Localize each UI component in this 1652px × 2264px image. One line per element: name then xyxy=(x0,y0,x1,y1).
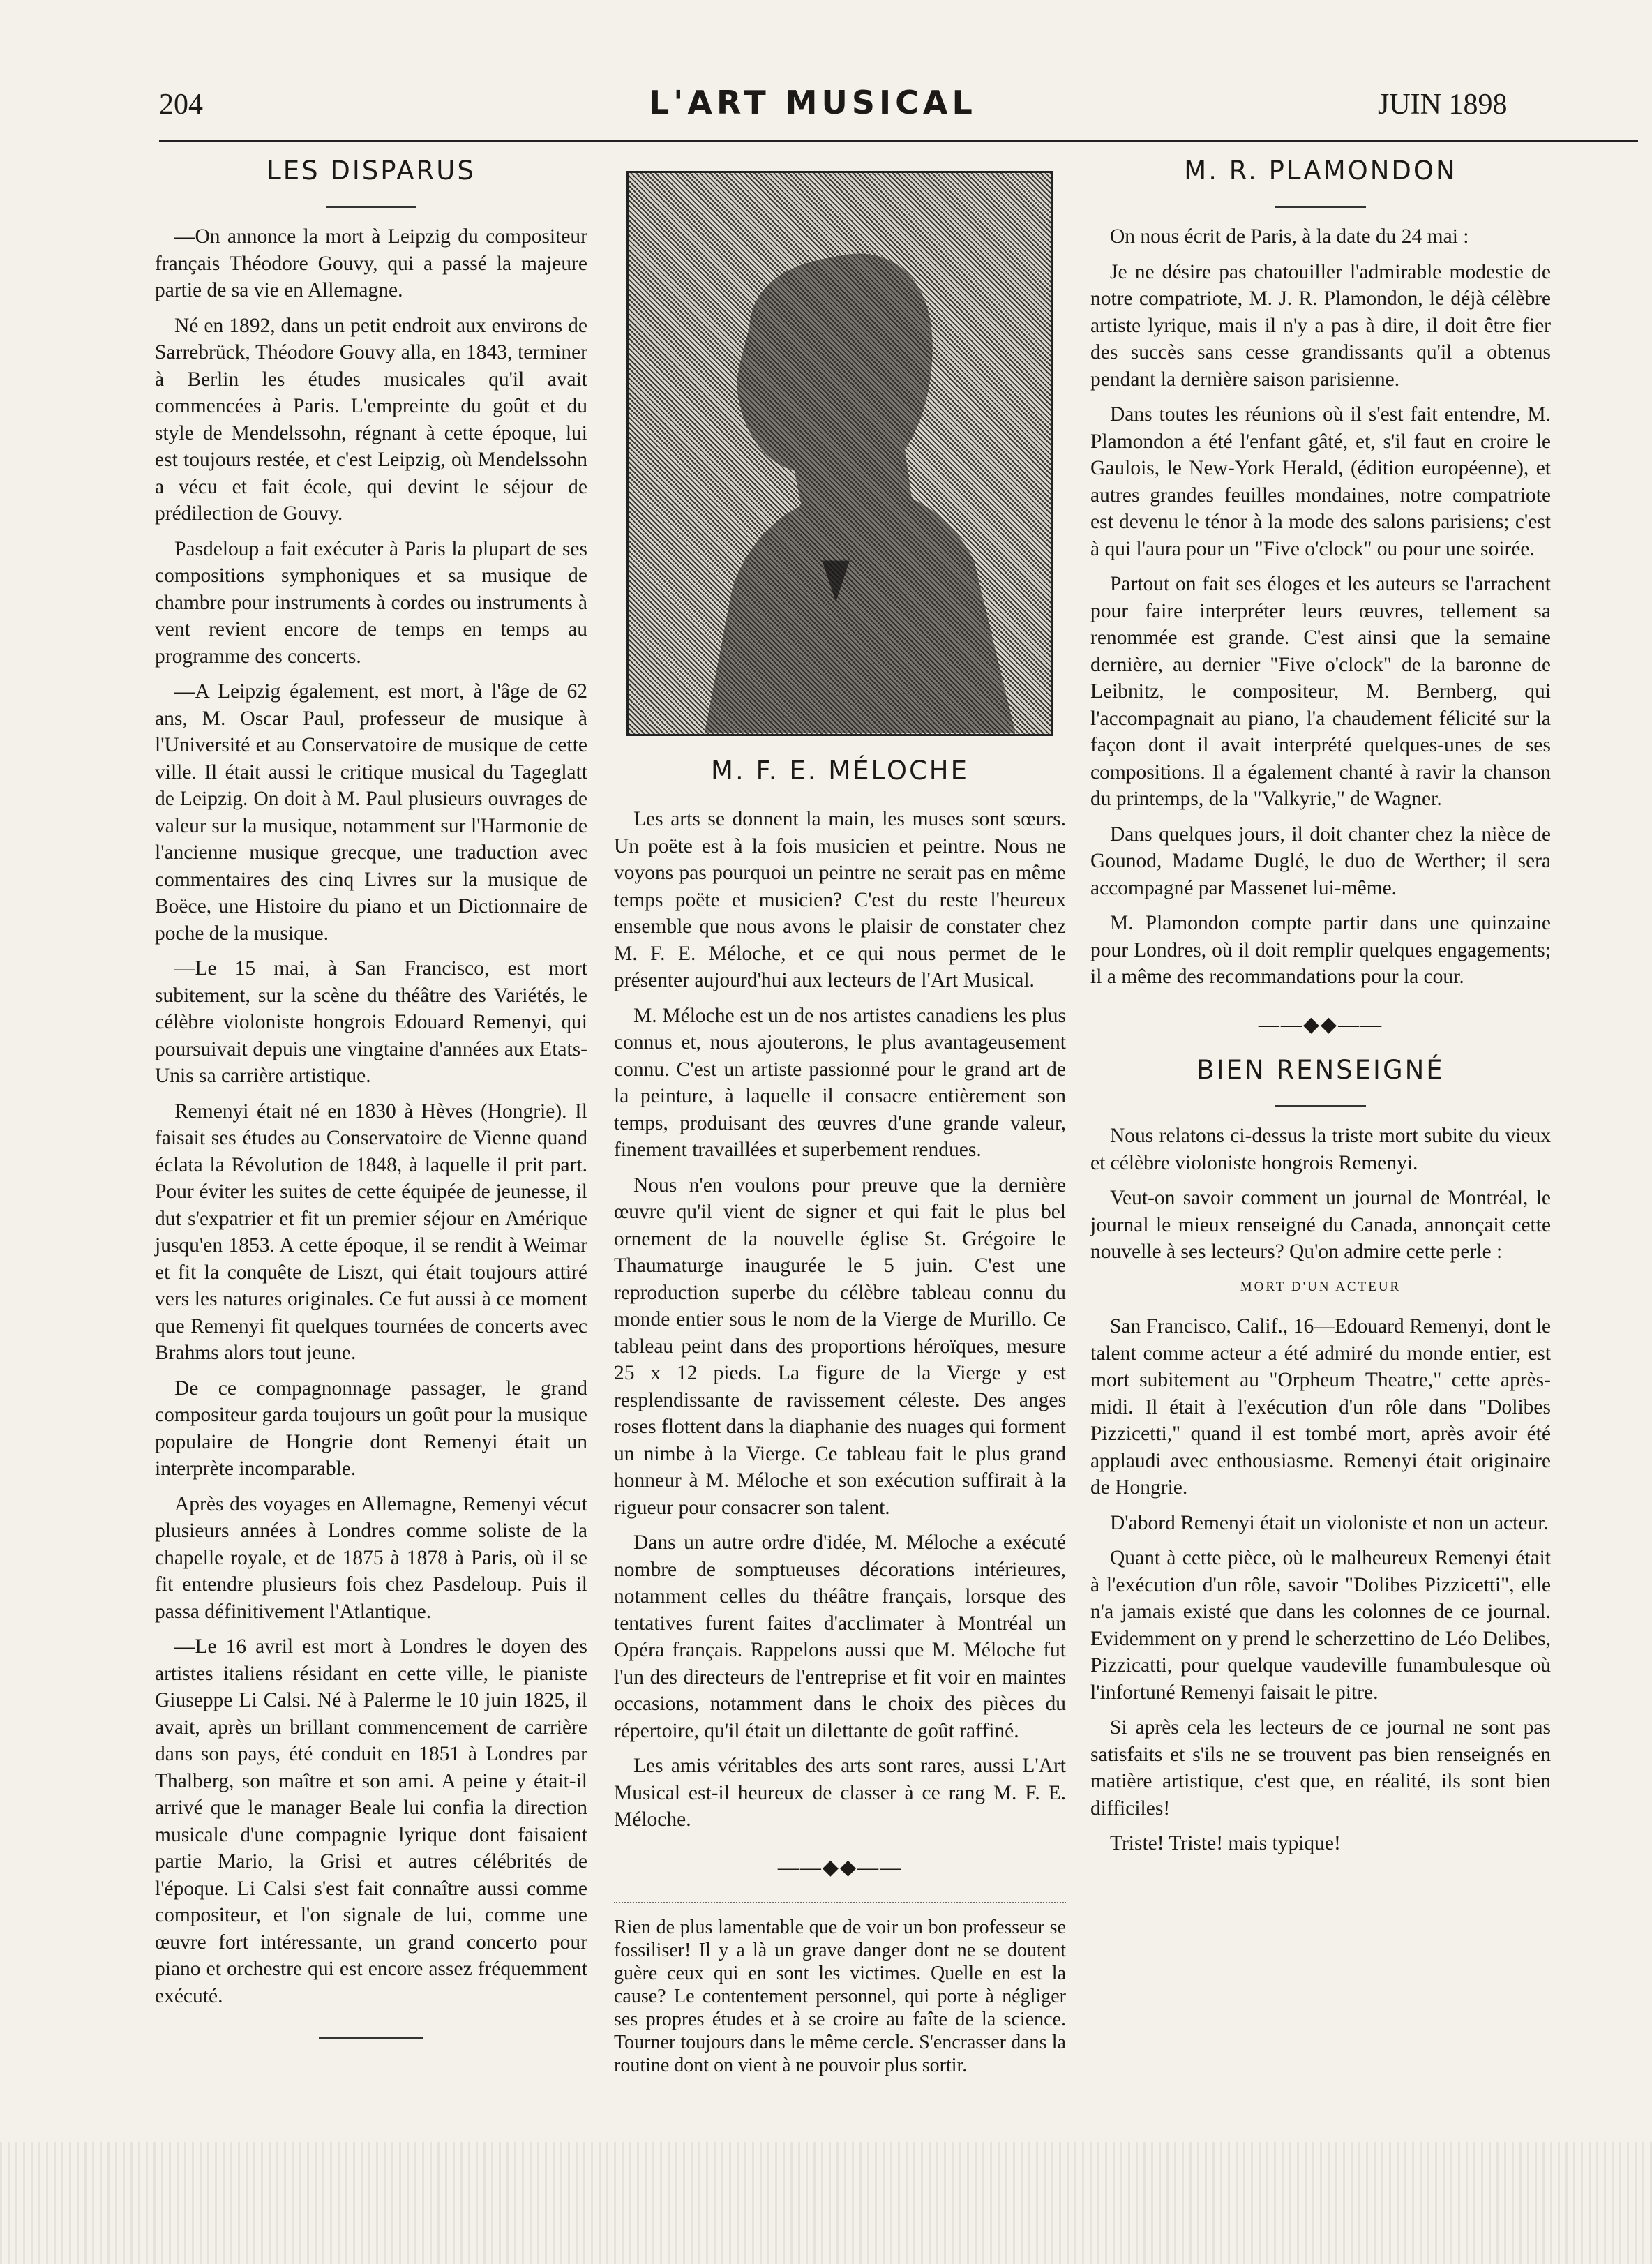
issue-date: JUIN 1898 xyxy=(1378,89,1508,121)
section-title: M. R. PLAMONDON xyxy=(1184,156,1457,186)
title-rule xyxy=(1275,1105,1366,1107)
page-number: 204 xyxy=(159,89,203,121)
paper-texture xyxy=(0,2142,1652,2264)
header-rule xyxy=(159,140,1638,142)
paragraph: Dans quelques jours, il doit chanter chez la nièce de Gounod, Madame Duglé, le duo de Werther; il sera accompagné par Massenet lui-même. xyxy=(1090,823,1551,899)
paragraph: —Le 15 mai, à San Francisco, est mort subitement, sur la scène du théâtre des Variétés, le célèbre violoniste hongrois Edouard Remenyi, qui poursuivait depuis une vingtaine d'années aux Etats-Unis sa carrière artistique. xyxy=(155,957,587,1087)
paragraph: Dans toutes les réunions où il s'est fait entendre, M. Plamondon a été l'enfant gâté, et, s'il faut en croire le Gaulois, le New-York Herald, (édition européenne), et autres grandes feuilles mondaines, notre compatriote est devenu le ténor à la mode des salons parisiens; c'est à qui l'aura pour un "Five o'clock" ou pour une soirée. xyxy=(1090,403,1551,560)
paragraph: Pasdeloup a fait exécuter à Paris la plupart de ses compositions symphoniques et sa musique de chambre pour instruments à cordes ou instruments à vent revient encore de temps en temps au programme des concerts. xyxy=(155,537,587,668)
paragraph: Triste! Triste! mais typique! xyxy=(1110,1832,1341,1854)
paragraph: Né en 1892, dans un petit endroit aux environs de Sarrebrück, Théodore Gouvy alla, en 1843, terminer à Berlin les études musicales qu'il avait commencées à Paris. L'empreinte du goût et du style de Mendelssohn, régnant à cette époque, lui est toujours restée, et c'est Leipzig, où Mendelssohn a vécu et fait école, qui devint le séjour de prédilection de Gouvy. xyxy=(155,314,587,525)
paragraph: Après des voyages en Allemagne, Remenyi vécut plusieurs années à Londres comme soliste de la chapelle royale, et de 1875 à 1878 à Paris, où il se fit entendre plusieurs fois chez Pasdeloup. Puis il passa définitivement l'Atlantique. xyxy=(155,1492,587,1623)
portrait-engraving xyxy=(626,171,1053,736)
paragraph: Dans un autre ordre d'idée, M. Méloche a exécuté nombre de somptueuses décorations intérieures, notamment celles du théâtre français, lorsque des tentatives furent faites d'acclimater à Montréal un Opéra français. Rappelons aussi que M. Méloche fut l'un des directeurs de l'entreprise et fit voir en maintes occasions, notamment dans le choix des pièces du répertoire, qu'il était un dilettante de goût raffiné. xyxy=(614,1531,1066,1742)
paragraph: —Le 16 avril est mort à Londres le doyen des artistes italiens résidant en cette ville, le pianiste Giuseppe Li Calsi. Né à Palerme le 10 juin 1825, il avait, après un brillant commencement de carrière dans son pays, été conduit en 1851 à Londres par Thalberg, son maître et son ami. A peine y était-il arrivé que le manager Beale lui confia la direction musicale d'une compagnie lyrique dont faisaient partie Mario, la Grisi et autres célébrités de l'époque. Li Calsi s'est fait connaître aussi comme compositeur, et l'on signale de lui, comme une œuvre fort intéressante, un grand concerto pour piano et orchestre qui est encore assez fréquemment exécuté. xyxy=(155,1635,587,2007)
quote-title: MORT D'UN ACTEUR xyxy=(1240,1279,1402,1294)
column-meloche xyxy=(614,150,1066,2077)
journal-title: L'ART MUSICAL xyxy=(649,84,977,121)
paragraph: On nous écrit de Paris, à la date du 24 mai : xyxy=(1110,225,1469,248)
paragraph: M. Plamondon compte partir dans une quinzaine pour Londres, où il doit remplir quelques engagements; il a même des recommandations pour la cour. xyxy=(1090,912,1551,988)
section-title: LES DISPARUS xyxy=(266,156,476,186)
ornament-divider: ——◆◆—— xyxy=(1258,1012,1383,1036)
section-title-2: BIEN RENSEIGNÉ xyxy=(1196,1055,1445,1085)
paragraph: Remenyi était né en 1830 à Hèves (Hongrie). Il faisait ses études au Conservatoire de Vienne quand éclata la Révolution de 1848, à laquelle il prit part. Pour éviter les suites de cette équipée de jeunesse, il dut s'expatrier et fit un premier séjour en Amérique jusqu'en 1853. A cette époque, il se rendit à Weimar et fit la conquête de Liszt, qui était toujours attiré vers les natures originales. Ce fut aussi à ce moment que Remenyi fit quelques tournées de concerts avec Brahms alors tout jeune. xyxy=(155,1100,587,1364)
paragraph: M. Méloche est un de nos artistes canadiens les plus connus et, nous ajouterons, le plus avantageusement connu. C'est un artiste passionné pour le grand art de la peinture, à laquelle il consacre entièrement son temps, produisant des œuvres d'une grande valeur, finement travaillées et superbement rendues. xyxy=(614,1004,1066,1161)
paragraph: —On annonce la mort à Leipzig du compositeur français Théodore Gouvy, qui a passé la majeure partie de sa vie en Allemagne. xyxy=(155,225,587,301)
paragraph: D'abord Remenyi était un violoniste et non un acteur. xyxy=(1110,1511,1549,1534)
paragraph: —A Leipzig également, est mort, à l'âge de 62 ans, M. Oscar Paul, professeur de musique à l'Université et au Conservatoire de musique de cette ville. Il était aussi le critique musical du Tageglatt de Leipzig. On doit à M. Paul plusieurs ouvrages de valeur sur la musique, notamment sur l'Harmonie de l'ancienne musique grecque, une traduction avec commentaires des cinq Livres sur la musique de Boëce, une Histoire du piano et un Dictionnaire de poche de la musique. xyxy=(155,680,587,945)
paragraph: Si après cela les lecteurs de ce journal ne sont pas satisfaits et s'ils ne se trouvent pas bien renseignés en matière artistique, c'est que, en réalité, ils sont bien difficiles! xyxy=(1090,1716,1551,1820)
paragraph: Les arts se donnent la main, les muses sont sœurs. Un poëte est à la fois musicien et peintre. Nous ne voyons pas pourquoi un peintre ne serait pas en même temps poëte et musicien? C'est du reste l'heureux ensemble que nous avons le plaisir de constater chez M. F. E. Méloche, et ce qui nous permet de le présenter aujourd'hui aux lecteurs de l'Art Musical. xyxy=(614,808,1066,991)
paragraph: Les amis véritables des arts sont rares, aussi L'Art Musical est-il heureux de classer à ce rang M. F. E. Méloche. xyxy=(614,1755,1066,1831)
column-les-disparus xyxy=(155,150,587,2039)
end-rule xyxy=(319,2037,423,2039)
paragraph: Je ne désire pas chatouiller l'admirable modestie de notre compatriote, M. J. R. Plamondon, le déjà célèbre artiste lyrique, mais il n'y a pas à dire, il doit être fier des succès sans cesse grandissants qu'il a obtenus pendant la dernière saison parisienne. xyxy=(1090,260,1551,391)
paragraph: San Francisco, Calif., 16—Edouard Remenyi, dont le talent comme acteur a été admiré du monde entier, est mort subitement au "Orpheum Theatre," cette après-midi. Il était à l'exécution d'un rôle dans "Dolibes Pizzicetti," quand il est tombé mort, après avoir été applaudi avec enthousiasme. Remenyi était originaire de Hongrie. xyxy=(1090,1315,1551,1499)
closing-note: Rien de plus lamentable que de voir un bon professeur se fossiliser! Il y a là un grave danger dont ne se doutent guère ceux qui en sont les victimes. Quelle en est la cause? Le contentement personnel, qui porte à négliger ses propres études et à se croire au faîte de la science. Tourner toujours dans le même cercle. S'encrasser dans la routine dont on vient à ne pouvoir plus sortir. xyxy=(614,1902,1066,2077)
ornament-divider: ——◆◆—— xyxy=(777,1855,903,1879)
column-plamondon xyxy=(1090,150,1551,1866)
paragraph: Nous relatons ci-dessus la triste mort subite du vieux et célèbre violoniste hongrois Remenyi. xyxy=(1090,1125,1551,1174)
paragraph: Quant à cette pièce, où le malheureux Remenyi était à l'exécution d'un rôle, savoir "Dolibes Pizzicetti", elle n'a jamais existé que dans les colonnes de ce journal. Evidemment on y prend le scherzettino de Léo Delibes, Pizzicatti, pour quelque vaudeville funambulesque où l'infortuné Remenyi faisait le pitre. xyxy=(1090,1547,1551,1704)
paragraph: Veut-on savoir comment un journal de Montréal, le journal le mieux renseigné du Canada, annonçait cette nouvelle à ses lecteurs? Qu'on admire cette perle : xyxy=(1090,1187,1551,1263)
paragraph: Nous n'en voulons pour preuve que la dernière œuvre qu'il vient de signer et qui fait le plus bel ornement de la nouvelle église St. Grégoire le Thaumaturge inaugurée le 5 juin. C'est une reproduction superbe du célèbre tableau connu du monde entier sous le nom de la Vierge de Murillo. Ce tableau peint dans des proportions héroïques, mesure 25 x 12 pieds. La figure de la Vierge y est resplendissante de ravissement céleste. Des anges roses flottent dans la diaphanie des nuages qui forment un nimbe à la Vierge. Ce tableau fait le plus grand honneur à M. Méloche et son exécution suffirait à la rigueur pour consacrer son talent. xyxy=(614,1174,1066,1519)
portrait-silhouette xyxy=(629,173,1051,734)
title-rule xyxy=(326,206,416,208)
page-header xyxy=(0,82,1652,145)
paragraph: Partout on fait ses éloges et les auteurs se l'arrachent pour faire interpréter leurs œuvres, tellement sa renommée est grande. C'est ainsi que la semaine dernière, au dernier "Five o'clock" de la baronne de Leibnitz, le compositeur, M. Bernberg, qui l'accompagnait au piano, l'a chaudement félicité sur la façon dont il avait interprété quelques-unes de ses compositions. Il a également chanté à ravir la chanson du printemps, de la "Valkyrie," de Wagner. xyxy=(1090,573,1551,810)
paragraph: De ce compagnonnage passager, le grand compositeur garda toujours un goût pour la musique populaire de Hongrie dont Remenyi était un interprète incomparable. xyxy=(155,1377,587,1480)
section-title: M. F. E. MÉLOCHE xyxy=(711,756,969,786)
title-rule xyxy=(1275,206,1366,208)
